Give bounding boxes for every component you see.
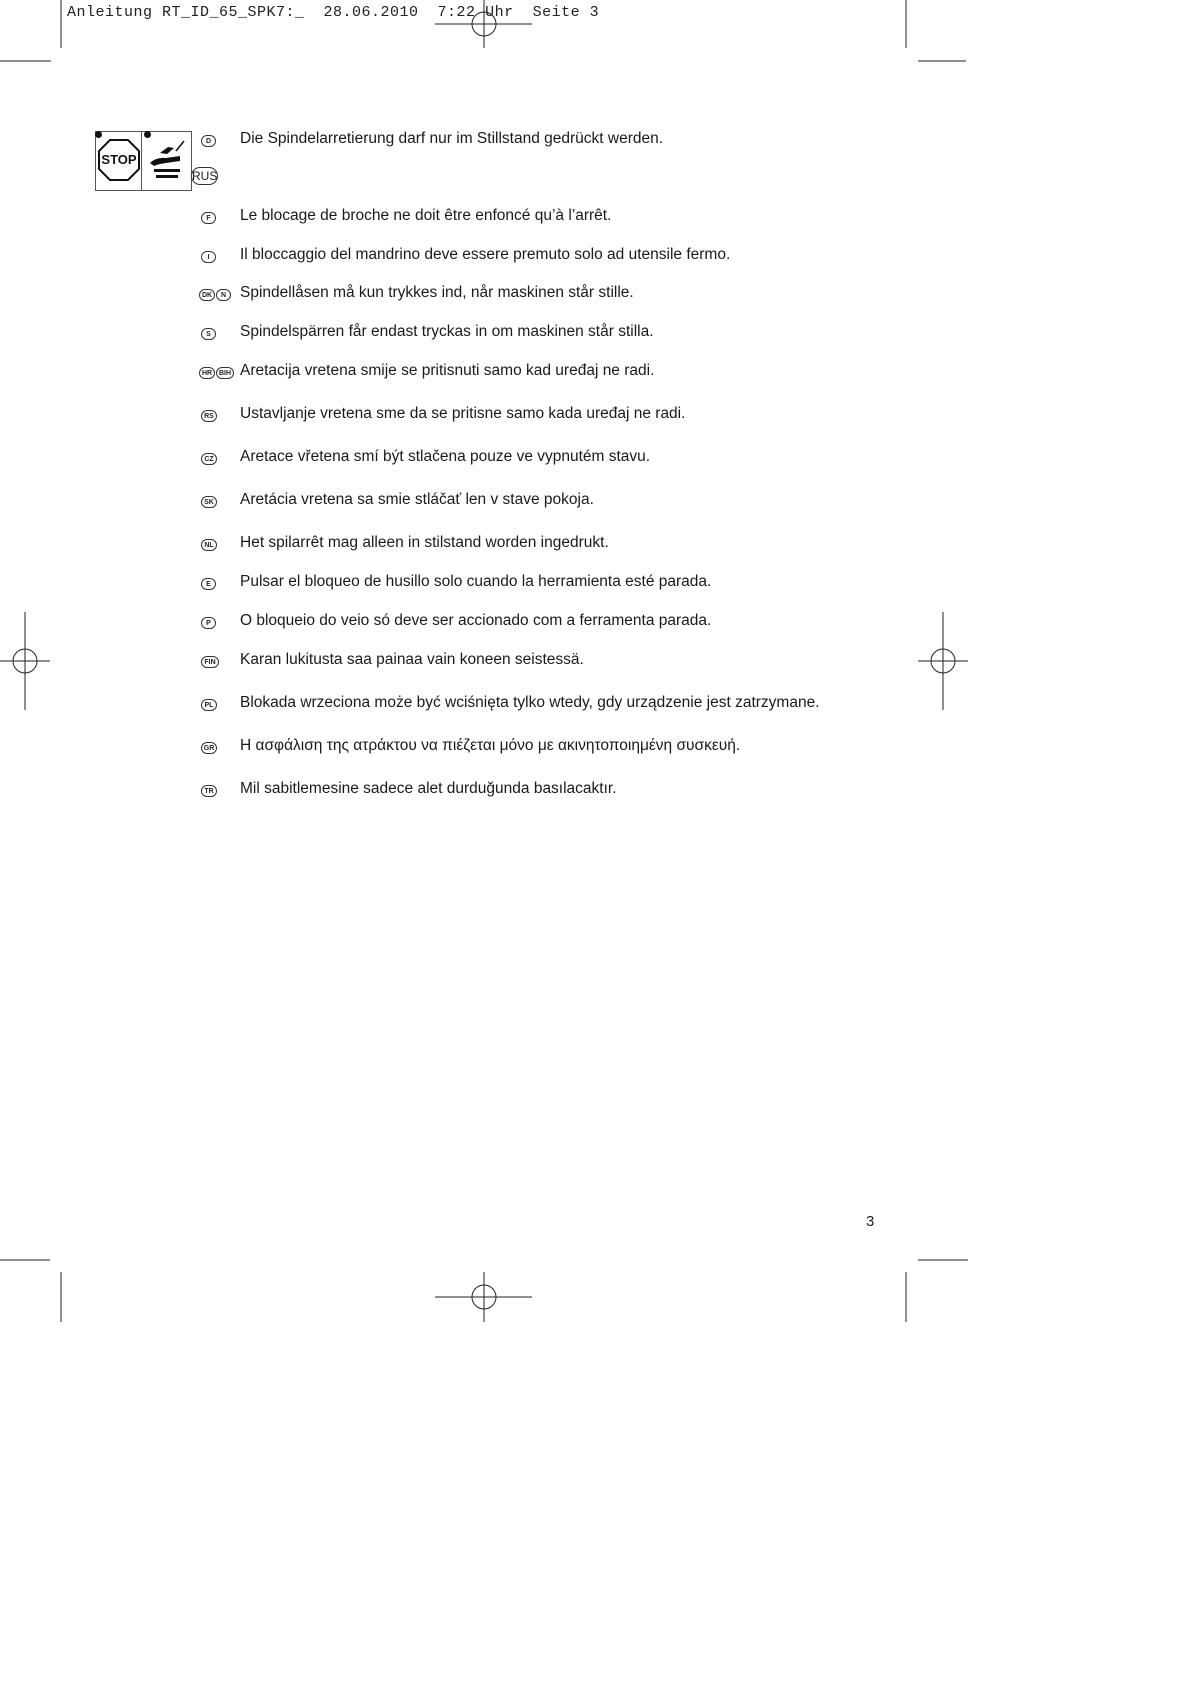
- language-badge: SK: [201, 496, 217, 508]
- spindle-lock-icon: [146, 139, 188, 185]
- instruction-text: Die Spindelarretierung darf nur im Stillstand gedrückt werden.: [240, 130, 664, 147]
- indicator-dot: [95, 131, 102, 138]
- language-badge: FIN: [201, 656, 219, 668]
- language-badge: HR: [199, 367, 215, 379]
- page-number: 3: [866, 1213, 875, 1230]
- language-badge: GR: [201, 742, 217, 754]
- print-slug: Anleitung RT_ID_65_SPK7:_ 28.06.2010 7:22 Uhr Seite 3: [67, 4, 600, 21]
- instruction-text: Spindelspärren får endast tryckas in om maskinen står stilla.: [240, 323, 654, 340]
- language-badge: P: [201, 617, 216, 629]
- instruction-text: O bloqueio do veio só deve ser accionado com a ferramenta parada.: [240, 612, 712, 629]
- language-badge: DK: [199, 289, 215, 301]
- instruction-text: Aretacija vretena smije se pritisnuti samo kad uređaj ne radi.: [240, 362, 655, 379]
- language-badge: CZ: [201, 453, 217, 465]
- instruction-text: Aretace vřetena smí být stlačena pouze ve vypnutém stavu.: [240, 448, 651, 465]
- instruction-text: Aretácia vretena sa smie stláčať len v stave pokoja.: [240, 491, 594, 508]
- instruction-text: Ustavljanje vretena sme da se pritisne samo kada uređaj ne radi.: [240, 405, 686, 422]
- indicator-dot: [144, 131, 151, 138]
- instruction-text: Spindellåsen må kun trykkes ind, når maskinen står stille.: [240, 284, 634, 301]
- language-badge: F: [201, 212, 216, 224]
- instruction-text: Mil sabitlemesine sadece alet durduğunda basılacaktır.: [240, 780, 617, 797]
- instruction-text: Pulsar el bloqueo de husillo solo cuando la herramienta esté parada.: [240, 573, 712, 590]
- language-badge: I: [201, 251, 216, 263]
- language-badge: S: [201, 328, 216, 340]
- language-badge: N: [216, 289, 231, 301]
- instruction-text: Blokada wrzeciona może być wciśnięta tylko wtedy, gdy urządzenie jest zatrzymane.: [240, 694, 820, 711]
- language-badge: TR: [201, 785, 217, 797]
- stop-label: STOP: [101, 152, 137, 167]
- pictogram-divider: [141, 132, 142, 190]
- language-badge: BIH: [216, 367, 234, 379]
- instruction-text: Het spilarrêt mag alleen in stilstand worden ingedrukt.: [240, 534, 609, 551]
- language-badge: D: [201, 135, 216, 147]
- language-badge: E: [201, 578, 216, 590]
- instruction-text: Karan lukitusta saa painaa vain koneen seistessä.: [240, 651, 584, 668]
- spindle-lock-pictogram: [95, 131, 192, 191]
- language-badge-rus: RUS: [192, 169, 218, 183]
- language-badge: RS: [201, 410, 217, 422]
- language-badge: NL: [201, 539, 217, 551]
- instruction-text: Le blocage de broche ne doit être enfoncé qu’à l’arrêt.: [240, 207, 612, 224]
- language-badge: PL: [201, 699, 217, 711]
- instruction-text: Η ασφάλιση της ατράκτου να πιέζεται μόνο με ακινητοποιημένη συσκευή.: [240, 737, 741, 754]
- instruction-text: Il bloccaggio del mandrino deve essere premuto solo ad utensile fermo.: [240, 246, 731, 263]
